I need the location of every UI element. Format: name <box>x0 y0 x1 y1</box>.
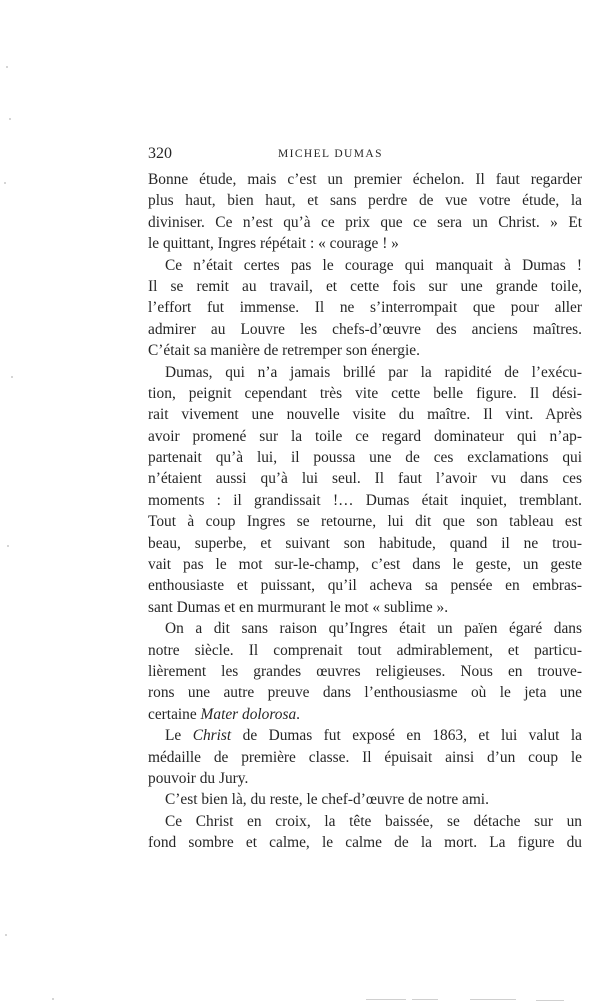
text-line: vait pas le mot sur-le-champ, c’est dans le geste, un geste <box>148 556 582 574</box>
scan-speck <box>6 66 8 68</box>
paragraph-first-line: C’est bien là, du reste, le chef-d’œuvre de notre ami. <box>165 791 489 809</box>
italic-title: Christ <box>192 727 232 745</box>
scan-speck <box>5 934 7 936</box>
text-line: n’étaient aussi qu’à lui seul. Il faut l’avoir vu dans ces <box>148 470 582 488</box>
scan-line <box>412 999 438 1000</box>
paragraph-first-line: Ce n’était certes pas le courage qui manquait à Dumas ! <box>165 256 582 274</box>
scan-speck <box>52 998 54 1000</box>
text-line: admirer au Louvre les chefs-d’œuvre des anciens maîtres. <box>148 320 582 338</box>
text-line: plus haut, bien haut, et sans perdre de vue votre étude, la <box>148 192 582 210</box>
text-line: médaille de première classe. Il épuisait ainsi d’un coup le <box>148 748 582 766</box>
text-line: partenait qu’à lui, il poussa une de ces exclamations qui <box>148 449 582 467</box>
text-line: le quittant, Ingres répétait : « courage ! » <box>148 235 399 253</box>
scan-speck <box>9 118 11 120</box>
text-line: Bonne étude, mais c’est un premier échelon. Il faut regarder <box>148 171 582 188</box>
text-line: certaine Mater dolorosa. <box>148 705 301 723</box>
page-number: 320 <box>148 145 172 162</box>
scan-line <box>366 999 406 1000</box>
text-line: Il se remit au travail, et cette fois sur une grande toile, <box>148 277 582 295</box>
paragraph-first-line: On a dit sans raison qu’Ingres était un païen égaré dans <box>165 620 582 638</box>
text-line: beau, superbe, et suivant son habitude, quand il ne trou- <box>148 534 582 552</box>
italic-title: Mater dolorosa <box>200 705 297 723</box>
body-text <box>148 169 582 854</box>
scan-speck <box>7 545 9 547</box>
text-line: Tout à coup Ingres se retourne, lui dit que son tableau est <box>148 513 582 531</box>
paragraph-first-line: Ce Christ en croix, la tête baissée, se détache sur un <box>165 812 582 830</box>
paragraph-first-line: Dumas, qui n’a jamais brillé par la rapidité de l’exécu- <box>165 363 582 381</box>
text-line: notre siècle. Il comprenait tout admirablement, et particu- <box>148 641 582 659</box>
scan-line <box>470 999 516 1000</box>
paragraph-first-line: Le Christ de Dumas fut exposé en 1863, et lui valut la <box>165 727 582 745</box>
text-line: lièrement les grandes œuvres religieuses. Nous en trouve- <box>148 662 582 680</box>
running-head: MICHEL DUMAS <box>278 148 383 160</box>
text-line: pouvoir du Jury. <box>148 769 249 787</box>
scan-speck <box>4 182 6 184</box>
scan-line <box>536 1000 564 1001</box>
text-line: moments : il grandissait !… Dumas était inquiet, tremblant. <box>148 491 582 509</box>
text-line: enthousiaste et puissant, qu’il acheva sa pensée en embras- <box>148 577 582 595</box>
text-line: sant Dumas et en murmurant le mot « sublime ». <box>148 598 449 616</box>
text-line: C’était sa manière de retremper son énergie. <box>148 342 420 360</box>
text-line: avoir promené sur la toile ce regard dominateur qui n’ap- <box>148 427 582 445</box>
text-line: diviniser. Ce n’est qu’à ce prix que ce sera un Christ. » Et <box>148 213 582 231</box>
text-line: rait vivement une nouvelle visite du maître. Il vint. Après <box>148 406 582 424</box>
scan-speck <box>11 376 13 378</box>
text-line: l’effort fut immense. Il ne s’interrompait que pour aller <box>148 299 582 317</box>
text-line: rons une autre preuve dans l’enthousiasme où le jeta une <box>148 684 582 702</box>
text-line: tion, peignit cependant très vite cette belle figure. Il dési- <box>148 384 582 402</box>
text-line: fond sombre et calme, le calme de la mort. La figure du <box>148 834 582 852</box>
page-header <box>148 143 582 165</box>
